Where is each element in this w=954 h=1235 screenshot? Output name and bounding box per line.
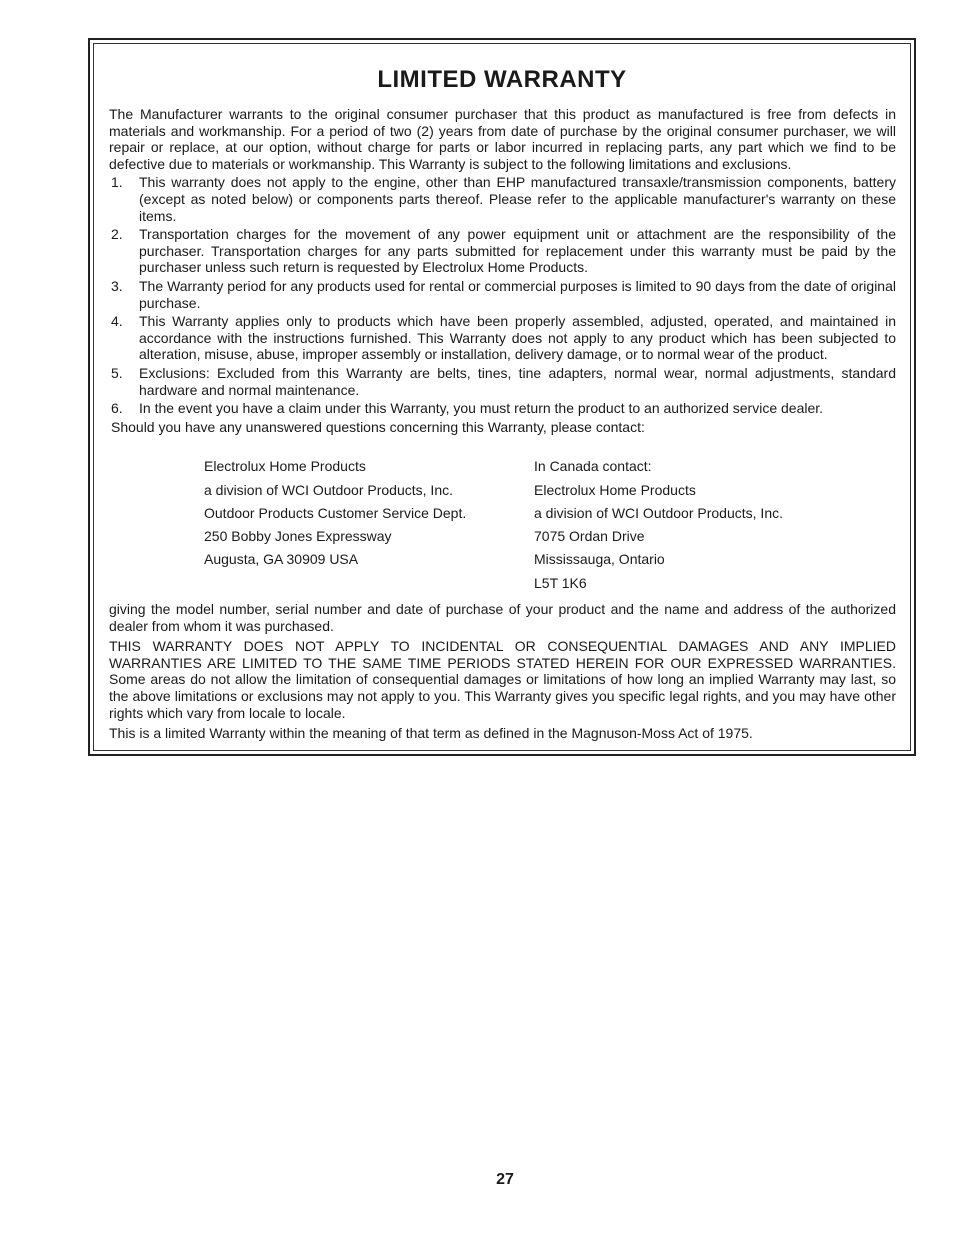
address-line: Electrolux Home Products <box>204 458 366 475</box>
item-text: Exclusions: Excluded from this Warranty are belts, tines, tine adapters, normal wear, normal adjustments, standard hardware and normal maintenance. <box>139 364 896 398</box>
intro-paragraph: The Manufacturer warrants to the original consumer purchaser that this product as manufactured is free from defects in materials and workmanship. For a period of two (2) years from date of purchase by the original consumer purchaser, we will repair or replace, at our option, without charge for parts or labor incurred in replacing parts, any part which we find to be defective due to materials or workmanship. This Warranty is subject to the following limitations and exclusions. <box>109 106 896 172</box>
page-number: 27 <box>496 1171 514 1188</box>
address-line: Augusta, GA 30909 USA <box>204 551 359 568</box>
item-number: 5. <box>111 364 123 381</box>
warranty-box <box>88 38 916 756</box>
item-text: This Warranty applies only to products which have been properly assembled, adjusted, operated, and maintained in accordance with the instructions furnished. This Warranty does not apply to any product which has been subjected to alteration, misuse, abuse, improper assembly or installation, delivery damage, or to normal wear of the product. <box>139 313 896 363</box>
giving-paragraph: giving the model number, serial number and date of purchase of your product and the name and address of the authorized dealer from whom it was purchased. <box>109 601 896 634</box>
address-line: 7075 Ordan Drive <box>534 528 645 545</box>
list-item <box>109 278 896 311</box>
address-line: Mississauga, Ontario <box>534 551 665 568</box>
item-text: This warranty does not apply to the engine, other than EHP manufactured transaxle/transmission components, battery (except as noted below) or components parts thereof. Please refer to the applicable manufacturer's warranty on these items. <box>139 174 896 224</box>
list-item <box>109 226 896 276</box>
address-line: In Canada contact: <box>534 458 652 475</box>
final-paragraph: This is a limited Warranty within the meaning of that term as defined in the Magnuson-Moss Act of 1975. <box>109 725 753 742</box>
address-line: Outdoor Products Customer Service Dept. <box>204 504 467 521</box>
page-title: LIMITED WARRANTY <box>377 66 627 93</box>
list-item <box>109 400 896 417</box>
item-number: 6. <box>111 400 123 417</box>
contact-addresses <box>204 455 896 595</box>
address-line: a division of WCI Outdoor Products, Inc. <box>534 504 783 521</box>
contact-question: Should you have any unanswered questions concerning this Warranty, please contact: <box>111 418 645 435</box>
item-number: 2. <box>111 226 123 243</box>
address-line: 250 Bobby Jones Expressway <box>204 528 392 545</box>
list-item <box>109 365 896 398</box>
item-number: 4. <box>111 313 123 330</box>
address-line: L5T 1K6 <box>534 574 587 591</box>
item-text: In the event you have a claim under this Warranty, you must return the product to an authorized service dealer. <box>139 400 824 417</box>
item-number: 3. <box>111 277 123 294</box>
item-number: 1. <box>111 174 123 191</box>
address-line: Electrolux Home Products <box>534 481 696 498</box>
item-text: Transportation charges for the movement of any power equipment unit or attachment are the responsibility of the purchaser. Transportation charges for any parts submitted for replacement under this warranty must be paid by the purchaser unless such return is requested by Electrolux Home Products. <box>139 226 896 276</box>
disclaimer-paragraph: THIS WARRANTY DOES NOT APPLY TO INCIDENTAL OR CONSEQUENTIAL DAMAGES AND ANY IMPLIED WARRANTIES ARE LIMITED TO THE SAME TIME PERIODS STATED HEREIN FOR OUR EXPRESSED WARRANTIES. Some areas do not allow the limitation of consequential damages or limitations of how long an implied Warranty may last, so the above limitations or exclusions may not apply to you. This Warranty gives you specific legal rights, and you may have other rights which vary from locale to locale. <box>109 638 896 721</box>
address-line: a division of WCI Outdoor Products, Inc. <box>204 481 453 498</box>
list-item <box>109 174 896 224</box>
canada-address <box>534 455 864 595</box>
list-item <box>109 313 896 363</box>
limitations-list <box>109 174 896 416</box>
item-text: The Warranty period for any products used for rental or commercial purposes is limited to 90 days from the date of original purchase. <box>139 277 896 311</box>
us-address <box>204 455 534 595</box>
warranty-content <box>109 106 896 742</box>
